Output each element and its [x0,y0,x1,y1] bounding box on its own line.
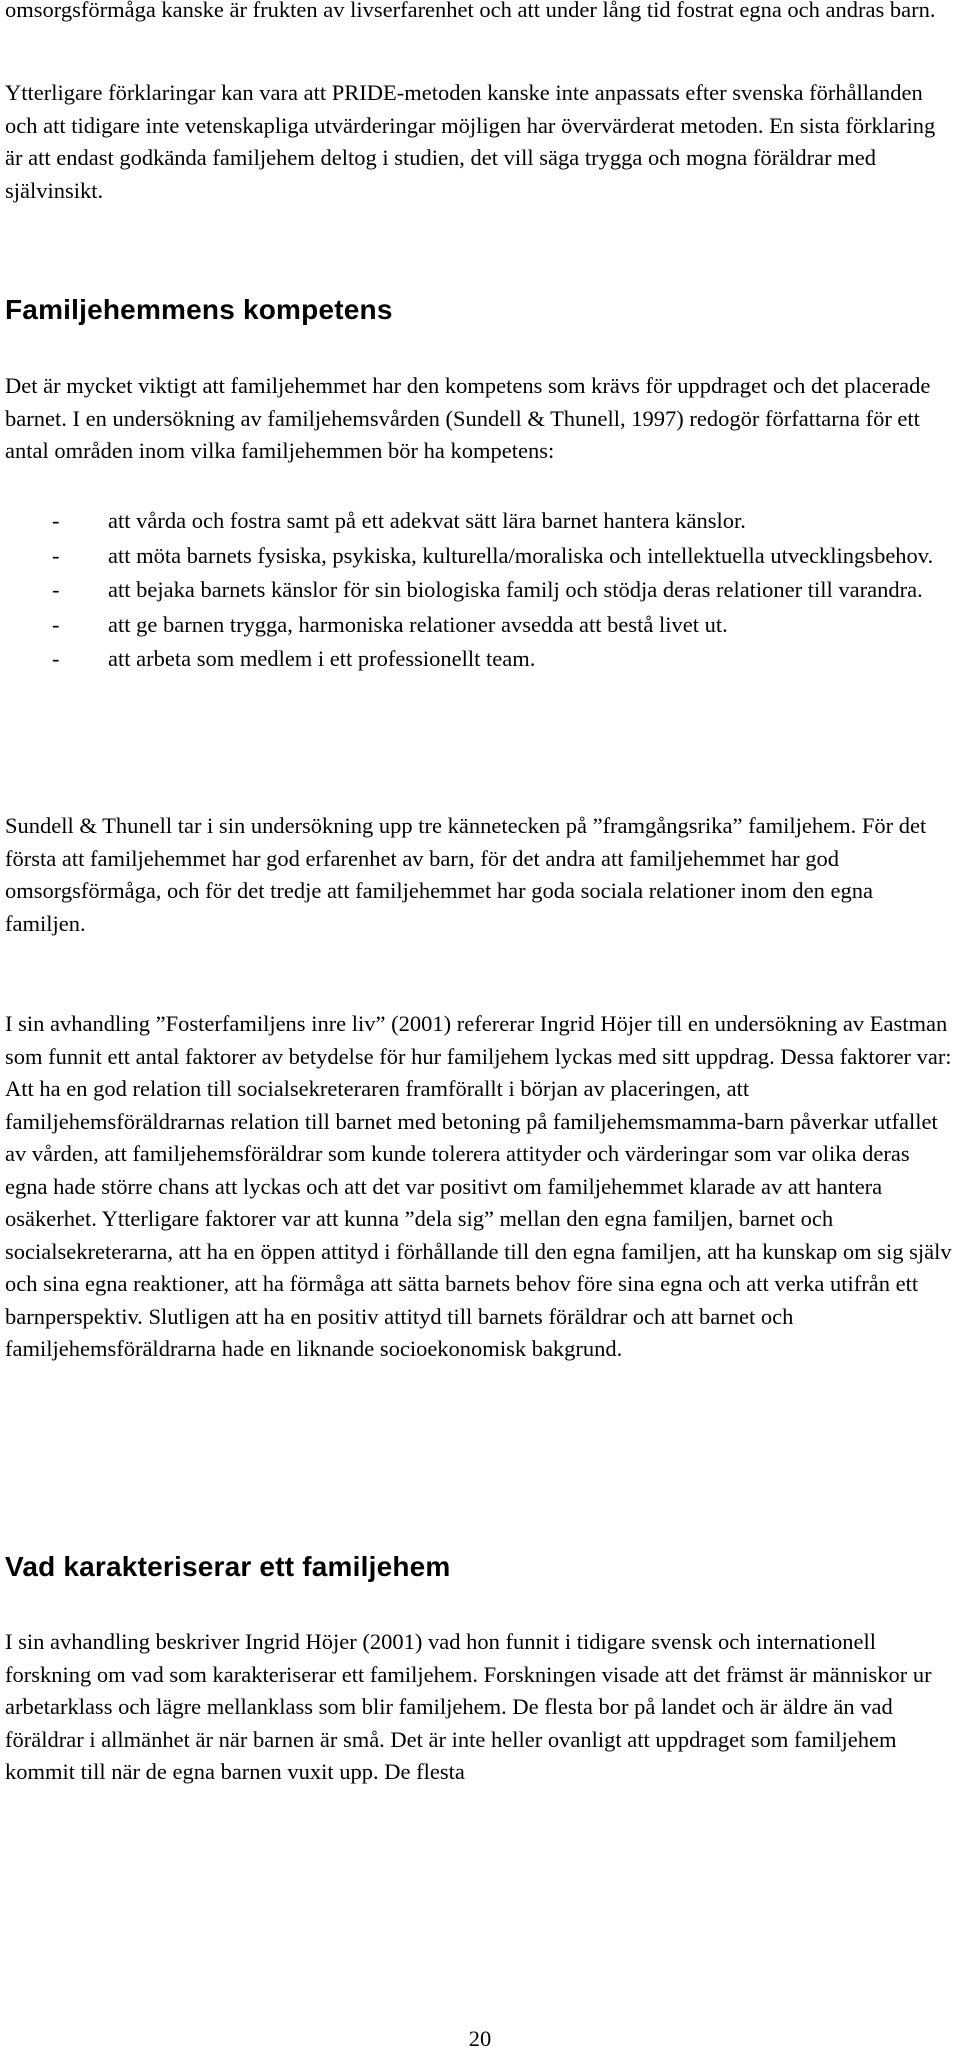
list-item [5,540,955,573]
list-item [5,574,955,607]
dash-bullet: - [52,611,60,637]
body-paragraph: Sundell & Thunell tar i sin undersökning upp tre kännetecken på ”framgångsrika” familjehem. För det första att familjehemmet har god erfarenhet av barn, för det andra att familjehemmet har god omsorgsförmåga, och för det tredje att familjehemmet har goda sociala relationer inom den egna familjen. [5,813,927,936]
dash-bullet: - [52,508,60,533]
body-paragraph: omsorgsförmåga kanske är frukten av livserfarenhet och att under lång tid fostrat egna och andras barn. [5,0,936,22]
dash-bullet: - [52,542,60,568]
list-item [5,609,955,642]
list-item-text: att arbeta som medlem i ett professionellt team. [108,646,536,671]
list-item-text: att ge barnen trygga, harmoniska relationer avsedda att bestå livet ut. [108,611,728,637]
competence-list [5,505,955,678]
body-paragraph: Det är mycket viktigt att familjehemmet har den kompetens som krävs för uppdraget och det placerade barnet. I en undersökning av familjehemsvården (Sundell & Thunell, 1997) redogör författarna för ett antal områden inom vilka familjehemmen bör ha kompetens: [5,373,931,463]
list-item [5,505,955,538]
dash-bullet: - [52,646,60,671]
body-paragraph: Ytterligare förklaringar kan vara att PRIDE-metoden kanske inte anpassats efter svenska förhållanden och att tidigare inte vetenskapliga utvärderingar möjligen har övervärderat metoden. En sista förklaring är att endast godkända familjehem deltog i studien, det vill säga trygga och mogna föräldrar med självinsikt. [5,80,936,203]
section-heading-kompetens: Familjehemmens kompetens [5,294,393,325]
list-item-text: att vårda och fostra samt på ett adekvat sätt lära barnet hantera känslor. [108,508,746,533]
section-heading-karakteriserar: Vad karakteriserar ett familjehem [5,1551,451,1582]
list-item-text: att möta barnets fysiska, psykiska, kulturella/moraliska och intellektuella utvecklingsbehov. [108,542,934,568]
dash-bullet: - [52,577,60,602]
list-item [5,643,955,676]
list-item-text: att bejaka barnets känslor för sin biologiska familj och stödja deras relationer till varandra. [108,577,923,602]
body-paragraph: I sin avhandling beskriver Ingrid Höjer (2001) vad hon funnit i tidigare svensk och internationell forskning om vad som karakteriserar ett familjehem. Forskningen visade att det främst är människor ur arbetarklass och lägre mellanklass som blir familjehem. De flesta bor på landet och är äldre än vad föräldrar i allmänhet är när barnen är små. Det är inte heller ovanligt att uppdraget som familjehem kommit till när de egna barnen vuxit upp. De flesta [5,1629,932,1784]
body-paragraph: I sin avhandling ”Fosterfamiljens inre liv” (2001) refererar Ingrid Höjer till en undersökning av Eastman som funnit ett antal faktorer av betydelse för hur familjehem lyckas med sitt uppdrag. Dessa faktorer var: Att ha en god relation till socialsekreteraren framförallt i början av placeringen, att familjehemsföräldrarnas relation till barnet med betoning på familjehemsmamma-barn påverkar utfallet av vården, att familjehemsföräldrar som kunde tolerera attityder och värderingar som var olika deras egna hade större chans att lyckas och att det var positivt om familjehemmet klarade av att hantera osäkerhet. Ytterligare faktorer var att kunna ”dela sig” mellan den egna familjen, barnet och socialsekreterarna, att ha en öppen attityd i förhållande till den egna familjen, att ha kunskap om sig själv och sina egna reaktioner, att ha förmåga att sätta barnets behov före sina egna och att verka utifrån ett barnperspektiv. Slutligen att ha en positiv attityd till barnets föräldrar och att barnet och familjehemsföräldrarna hade en liknande socioekonomisk bakgrund. [5,1011,952,1361]
page-number: 20 [468,2026,492,2051]
